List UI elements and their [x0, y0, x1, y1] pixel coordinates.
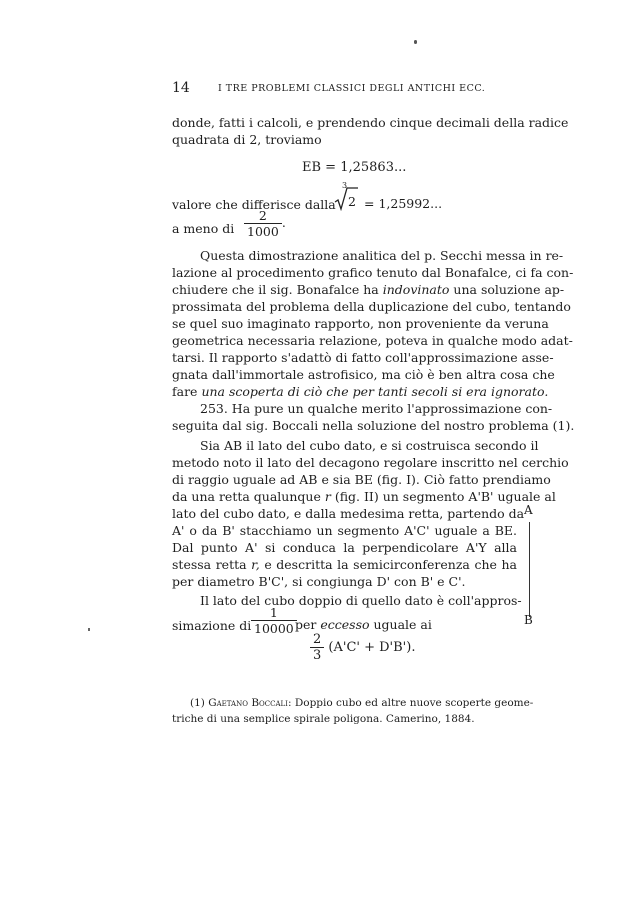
text-line: Dal punto A' si conduca la perpendicolare A'Y alla: [172, 540, 517, 555]
formula-eb: EB = 1,25863...: [302, 160, 407, 175]
fraction-1-10000: [251, 605, 297, 636]
text-span: simazione di: [172, 618, 252, 633]
fraction-numerator: 2: [313, 632, 322, 647]
text-line: quadrata di 2, troviamo: [172, 132, 322, 147]
fraction-2-1000: [244, 208, 286, 239]
footnote-line: triche di una semplice spirale poligona. Camerino, 1884.: [172, 713, 475, 725]
text-line: Sia AB il lato del cubo dato, e si costruisca secondo il: [200, 438, 539, 453]
figure-segment-ab: [529, 522, 530, 617]
text-line: di raggio uguale ad AB e sia BE (fig. I). Ciò fatto prendiamo: [172, 472, 551, 487]
running-title: I TRE PROBLEMI CLASSICI DEGLI ANTICHI ECC.: [218, 83, 486, 94]
final-formula: [310, 632, 415, 663]
italic-span: una scoperta di ciò che per tanti secoli si era ignorato.: [201, 384, 549, 399]
valore-text: valore che differisce dalla: [172, 197, 336, 212]
text-span: fare: [172, 384, 198, 399]
a-meno-text: a meno di: [172, 221, 235, 236]
fraction-denominator: 10000: [251, 620, 297, 636]
italic-span: r: [324, 489, 331, 504]
text-line: Questa dimostrazione analitica del p. Secchi messa in re-: [200, 248, 564, 263]
footnote-marker: (1): [190, 697, 205, 709]
speck-mark: [414, 40, 417, 44]
text-line: tarsi. Il rapporto s'adattò di fatto coll'approssimazione asse-: [172, 350, 554, 365]
cube-root: [334, 181, 358, 215]
text-line: metodo noto il lato del decagono regolare inscritto nel cerchio: [172, 455, 569, 470]
text-span: stessa retta: [172, 557, 247, 572]
fraction-numerator: 2: [258, 208, 267, 223]
text-span: (fig. II) un segmento A'B' uguale al: [334, 489, 556, 504]
italic-span: r,: [251, 557, 260, 572]
fraction-denominator: 3: [310, 647, 324, 663]
text-line: A' o da B' stacchiamo un segmento A'C' uguale a BE.: [172, 523, 517, 538]
italic-span: eccesso: [320, 617, 370, 632]
italic-span: indovinato: [382, 282, 450, 297]
root-index: 3: [342, 181, 348, 190]
radicand: 2: [348, 194, 356, 209]
footnote-line: [172, 695, 534, 711]
root-value: = 1,25992...: [364, 196, 443, 211]
text-line: lato del cubo dato, e dalla medesima retta, partendo da: [172, 506, 525, 521]
text-span: per: [295, 617, 317, 632]
text-line: geometrica necessaria relazione, poteva in qualche modo adat-: [172, 333, 573, 348]
text-span: chiudere che il sig. Bonafalce ha: [172, 282, 379, 297]
text-line: se quel suo imaginato rapporto, non proveniente da veruna: [172, 316, 549, 331]
figure-label-a: A: [524, 503, 533, 517]
formula-expression: (A'C' + D'B').: [328, 640, 416, 655]
text-span: uguale ai: [373, 617, 432, 632]
text-line: Il lato del cubo doppio di quello dato è coll'appros-: [200, 593, 522, 608]
text-line: [172, 383, 549, 400]
a-meno-line: [172, 220, 234, 237]
margin-mark: [88, 628, 90, 631]
fraction-numerator: 1: [269, 605, 278, 620]
text-line: [172, 488, 556, 505]
text-span: una soluzione ap-: [453, 282, 565, 297]
text-line: donde, fatti i calcoli, e prendendo cinque decimali della radice: [172, 115, 569, 130]
text-span: da una retta qualunque: [172, 489, 321, 504]
text-line: [172, 556, 517, 573]
footnote-text: : Doppio cubo ed altre nuove scoperte geome-: [287, 697, 534, 709]
per-eccesso: [295, 617, 432, 632]
text-line: gnata dall'immortale astrofisico, ma ciò è ben altra cosa che: [172, 367, 555, 382]
text-line: [172, 281, 565, 298]
text-line: [172, 617, 251, 634]
footnote-author: Gaetano Boccali: [208, 697, 288, 709]
page-header: [172, 80, 486, 100]
figure-label-b: B: [524, 613, 533, 627]
text-line: 253. Ha pure un qualche merito l'approssimazione con-: [200, 401, 553, 416]
text-line: per diametro B'C', si congiunga D' con B' e C'.: [172, 574, 466, 589]
fraction-punct: .: [281, 215, 286, 230]
text-span: e descritta la semicirconferenza che ha: [264, 557, 517, 572]
page-number: 14: [172, 80, 190, 96]
text-line: seguita dal sig. Boccali nella soluzione del nostro problema (1).: [172, 418, 575, 433]
text-line: prossimata del problema della duplicazione del cubo, tentando: [172, 299, 571, 314]
fraction-denominator: 1000: [244, 223, 282, 239]
text-line: lazione al procedimento grafico tenuto dal Bonafalce, ci fa con-: [172, 265, 574, 280]
